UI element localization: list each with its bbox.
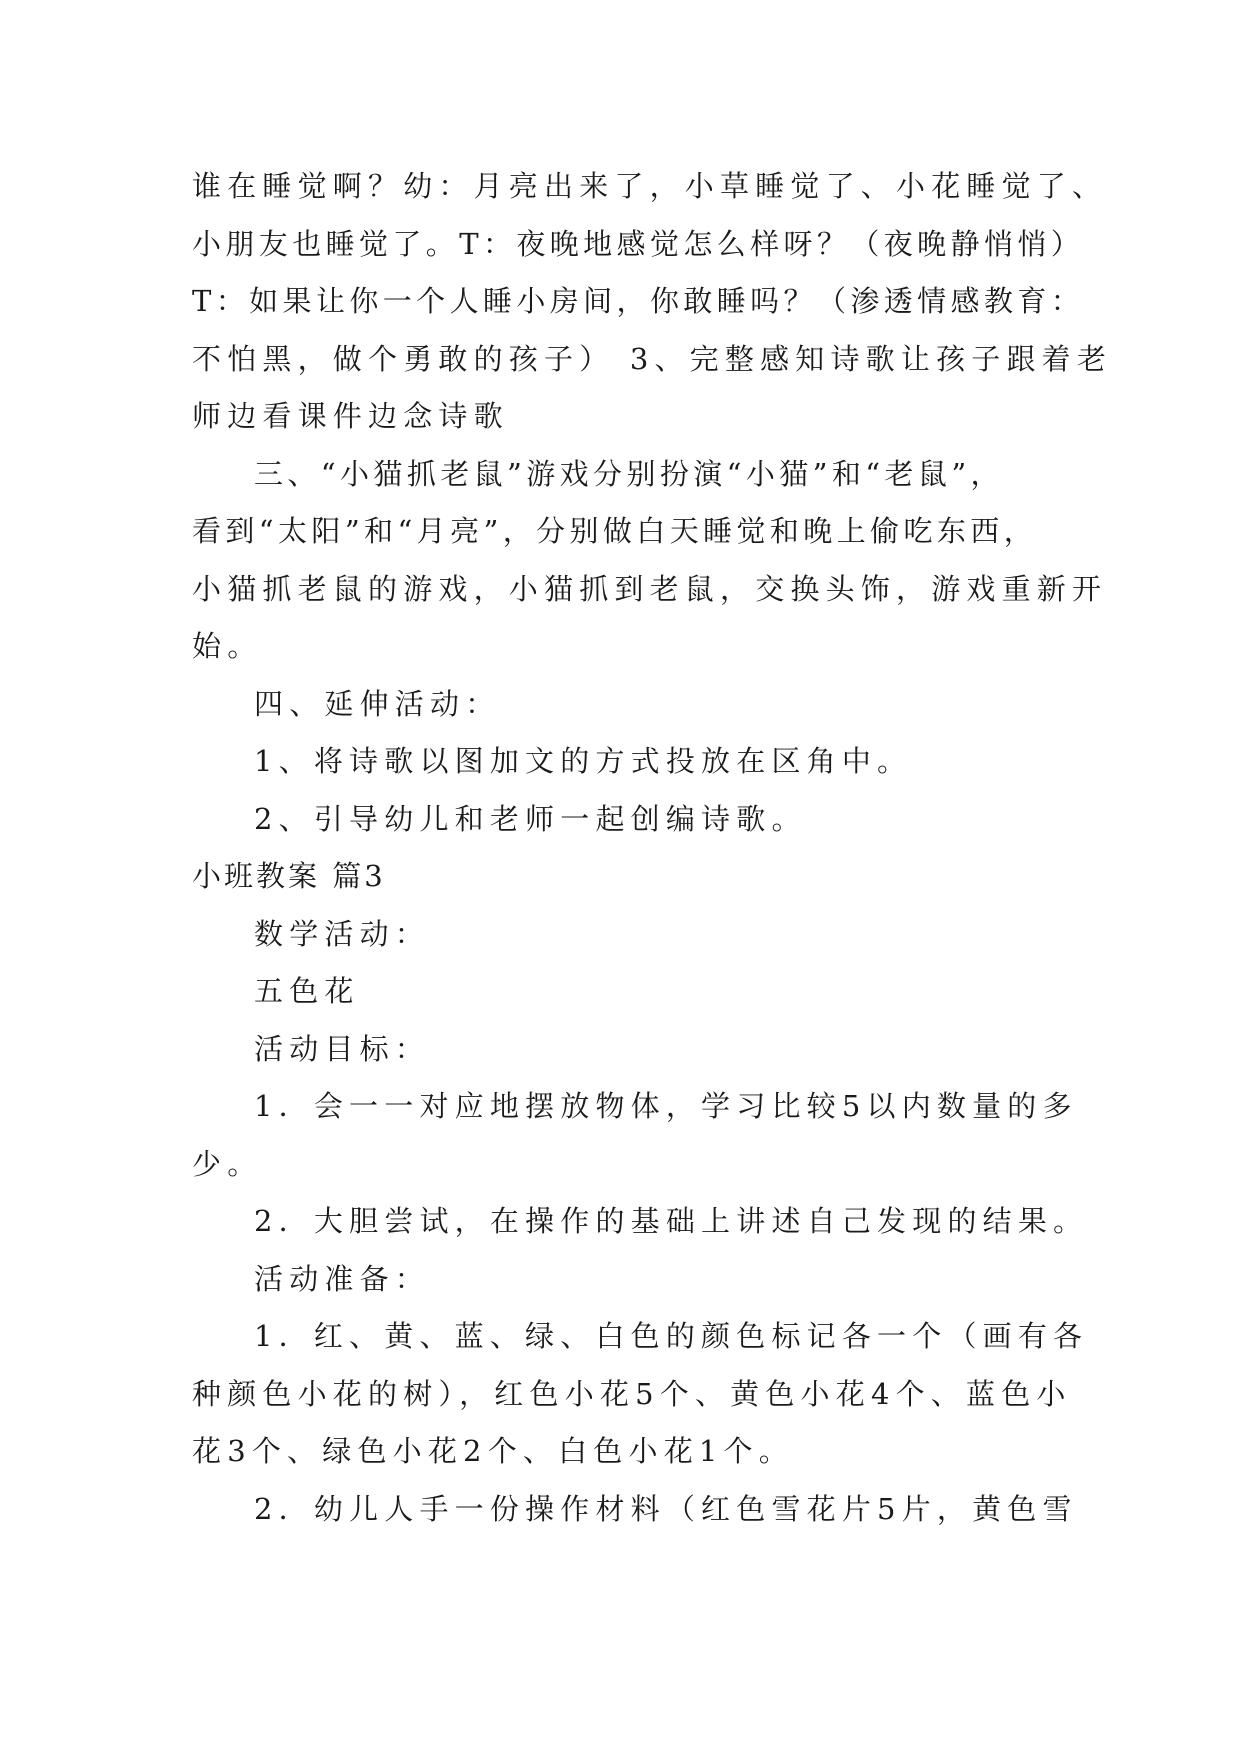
text-line: 活动目标： bbox=[254, 1031, 431, 1066]
text-line: 1．会一一对应地摆放物体，学习比较5以内数量的多 bbox=[254, 1089, 1078, 1123]
text-line: 花3个、绿色小花2个、白色小花1个。 bbox=[192, 1434, 794, 1468]
text-line: 活动准备： bbox=[254, 1261, 431, 1296]
text-line: 看到“太阳”和“月亮”，分别做白天睡觉和晚上偷吃东西， bbox=[192, 514, 1038, 548]
text-line: 数学活动： bbox=[254, 916, 431, 951]
text-line: 2、引导幼儿和老师一起创编诗歌。 bbox=[254, 801, 807, 836]
text-line: 1、将诗歌以图加文的方式投放在区角中。 bbox=[254, 744, 913, 778]
text-line: 不怕黑，做个勇敢的孩子） 3、完整感知诗歌让孩子跟着老 bbox=[192, 341, 1113, 376]
text-line: 小猫抓老鼠的游戏，小猫抓到老鼠，交换头饰，游戏重新开 bbox=[192, 571, 1108, 606]
text-line: 师边看课件边念诗歌 bbox=[192, 399, 509, 433]
text-line: 种颜色小花的树），红色小花5个、黄色小花4个、蓝色小 bbox=[192, 1376, 1072, 1411]
text-line: 四、延伸活动： bbox=[254, 686, 501, 721]
text-line: T：如果让你一个人睡小房间，你敢睡吗？（渗透情感教育： bbox=[192, 284, 1085, 318]
document-body bbox=[192, 158, 1113, 1538]
text-line: 少。 bbox=[192, 1146, 263, 1181]
text-line: 始。 bbox=[192, 629, 263, 663]
text-line: 五色花 bbox=[254, 974, 360, 1008]
text-line: 三、“小猫抓老鼠”游戏分别扮演“小猫”和“老鼠”， bbox=[254, 456, 1004, 491]
text-line: 2．大胆尝试，在操作的基础上讲述自己发现的结果。 bbox=[254, 1204, 1089, 1238]
text-line: 1．红、黄、蓝、绿、白色的颜色标记各一个（画有各 bbox=[254, 1319, 1089, 1353]
text-line: 小朋友也睡觉了。T：夜晚地感觉怎么样呀？（夜晚静悄悄） bbox=[192, 226, 1085, 261]
text-line: 2．幼儿人手一份操作材料（红色雪花片5片，黄色雪 bbox=[254, 1491, 1078, 1526]
text-line: 谁在睡觉啊？幼：月亮出来了，小草睡觉了、小花睡觉了、 bbox=[192, 169, 1108, 203]
section-heading: 小班教案 篇3 bbox=[192, 859, 386, 893]
